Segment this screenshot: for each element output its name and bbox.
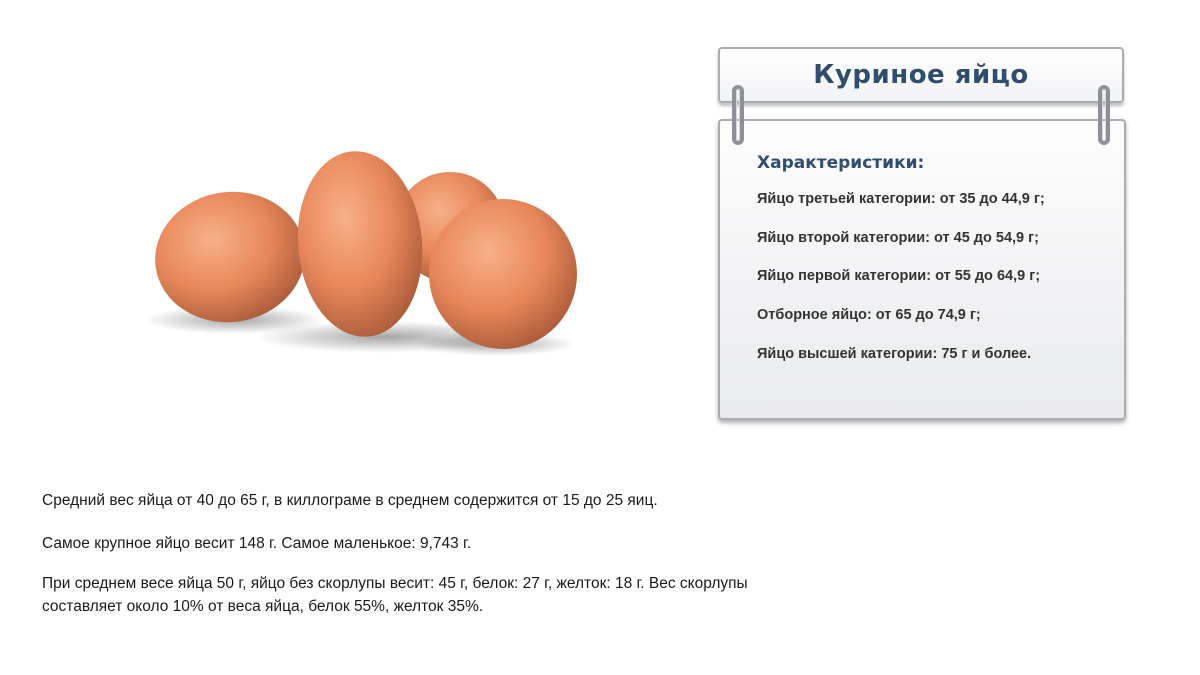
- card-item-third: Яйцо третьей категории: от 35 до 44,9 г;: [757, 191, 1045, 207]
- binder-ring-left: [732, 85, 744, 145]
- card-item-first: Яйцо первой категории: от 55 до 64,9 г;: [757, 268, 1041, 284]
- card-title: Куриное яйцо: [813, 60, 1029, 90]
- paragraph-average-weight: Средний вес яйца от 40 до 65 г, в киллограме в среднем содержится от 15 до 25 яиц.: [42, 492, 658, 509]
- card-subtitle: Характеристики:: [757, 153, 925, 173]
- card-item-selected: Отборное яйцо: от 65 до 74,9 г;: [757, 307, 981, 323]
- paragraph-records: Самое крупное яйцо весит 148 г. Самое маленькое: 9,743 г.: [42, 535, 472, 552]
- paragraph-composition-line2: составляет около 10% от веса яйца, белок 55%, желток 35%.: [42, 598, 484, 615]
- eggs-photo: [135, 52, 600, 422]
- card-item-highest: Яйцо высшей категории: 75 г и более.: [757, 346, 1032, 362]
- paragraph-composition-line1: При среднем весе яйца 50 г, яйцо без скорлупы весит: 45 г, белок: 27 г, желток: 18 г. Вес скорлупы: [42, 575, 748, 592]
- card-body: [718, 119, 1126, 420]
- card-header: [718, 47, 1124, 103]
- card-item-second: Яйцо второй категории: от 45 до 54,9 г;: [757, 230, 1040, 246]
- egg-front: [429, 199, 577, 349]
- binder-ring-right: [1098, 85, 1110, 145]
